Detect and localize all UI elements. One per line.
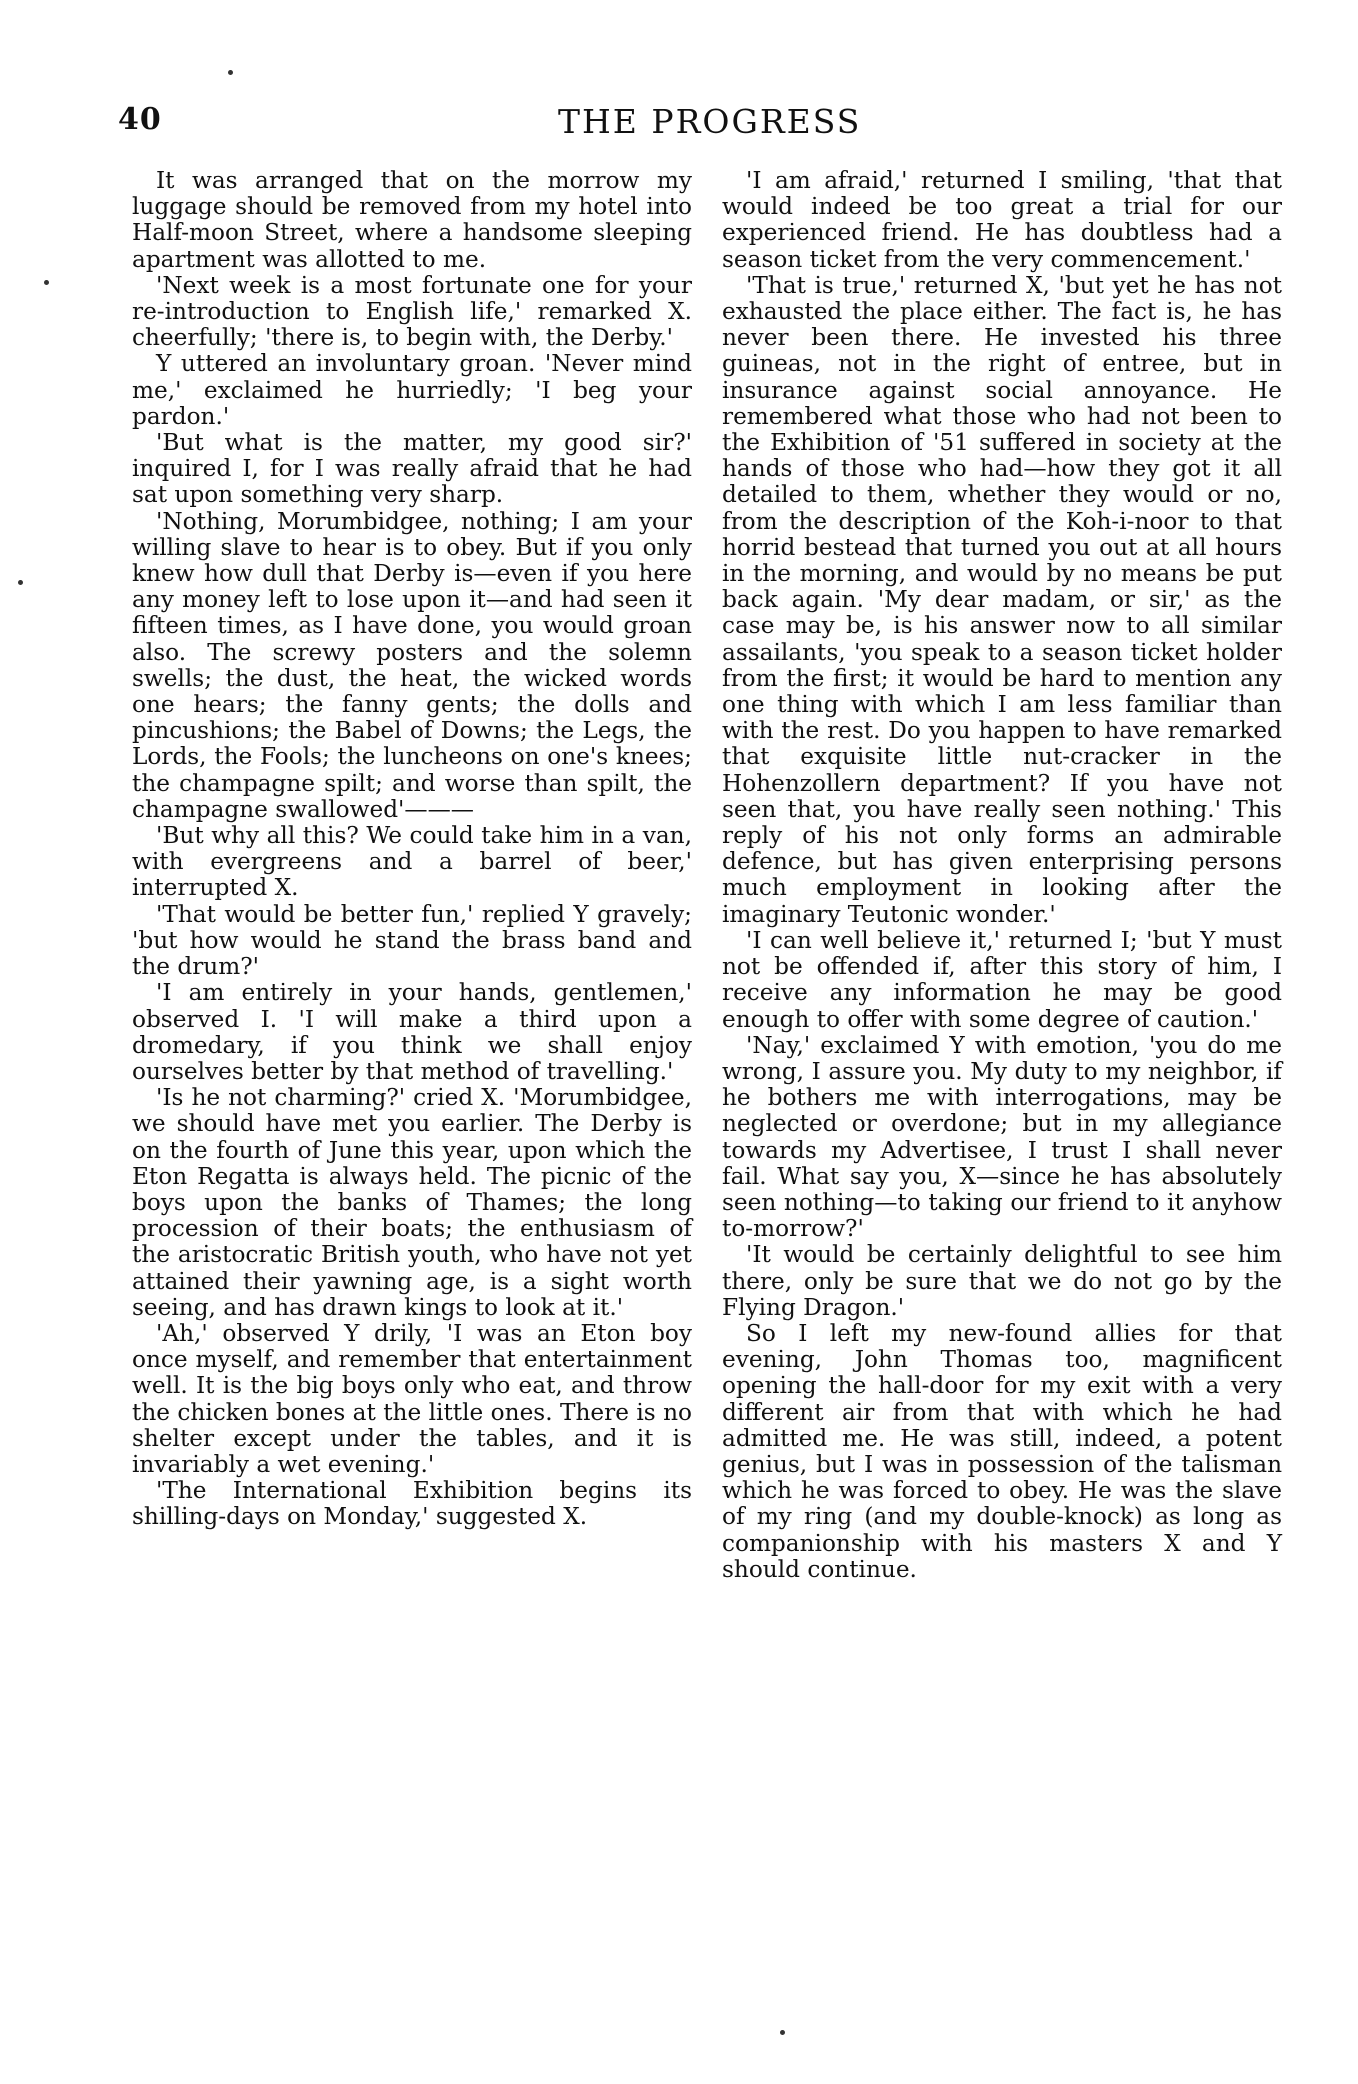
paragraph: 'I am entirely in your hands, gentlemen,' observed I. 'I will make a third upon a dromedary, if you think we shall enjoy ourselves better by that method of travelling.': [132, 979, 692, 1085]
page-number: 40: [118, 102, 162, 137]
paragraph: 'I am afraid,' returned I smiling, 'that that would indeed be too great a trial for our experienced friend. He has doubtless had a season ticket from the very commencement.': [722, 167, 1282, 273]
right-column: [722, 168, 1282, 1583]
ink-speck: [780, 2030, 785, 2035]
paragraph: 'Ah,' observed Y drily, 'I was an Eton boy once myself, and remember that entertainment well. It is the big boys only who eat, and throw the chicken bones at the little ones. There is no shelter except under the tables, and it is invariably a wet evening.': [132, 1319, 692, 1478]
paragraph: 'Nay,' exclaimed Y with emotion, 'you do me wrong, I assure you. My duty to my neighbor, if he bothers me with interrogations, may be neglected or overdone; but in my allegiance towards my Advertisee, I trust I shall never fail. What say you, X—since he has absolutely seen nothing—to taking our friend to it anyhow to-morrow?': [722, 1031, 1282, 1243]
paragraph: 'The International Exhibition begins its shilling-days on Monday,' suggested X.: [132, 1477, 692, 1531]
paragraph: 'But what is the matter, my good sir?' inquired I, for I was really afraid that he had sat upon something very sharp.: [132, 429, 692, 509]
paragraph: 'Nothing, Morumbidgee, nothing; I am your willing slave to hear is to obey. But if you only knew how dull that Derby is—even if you here any money left to lose upon it—and had seen it fifteen times, as I have done, you would groan also. The screwy posters and the solemn swells; the dust, the heat, the wicked words one hears; the fanny gents; the dolls and pincushions; the Babel of Downs; the Legs, the Lords, the Fools; the luncheons on one's knees; the champagne spilt; and worse than spilt, the champagne swallowed'———: [132, 507, 692, 823]
paragraph: So I left my new-found allies for that evening, John Thomas too, magnificent opening the hall-door for my exit with a very different air from that with which he had admitted me. He was still, indeed, a potent genius, but I was in possession of the talisman which he was forced to obey. He was the slave of my ring (and my double-knock) as long as companionship with his masters X and Y should continue.: [722, 1319, 1282, 1583]
paragraph: 'But why all this? We could take him in a van, with evergreens and a barrel of beer,' interrupted X.: [132, 822, 692, 902]
paragraph: Y uttered an involuntary groan. 'Never mind me,' exclaimed he hurriedly; 'I beg your pardon.': [132, 350, 692, 430]
paragraph: 'I can well believe it,' returned I; 'but Y must not be offended if, after this story of him, I receive any information he may be good enough to offer with some degree of caution.': [722, 926, 1282, 1033]
paragraph: 'That is true,' returned X, 'but yet he has not exhausted the place either. The fact is, he has never been there. He invested his three guineas, not in the right of entree, but in insurance against social annoyance. He remembered what those who had not been to the Exhibition of '51 suffered in society at the hands of those who had—how they got it all detailed to them, whether they would or no, from the description of the Koh-i-noor to that horrid bestead that turned you out at all hours in the morning, and would by no means be put back again. 'My dear madam, or sir,' as the case may be, is his answer now to all similar assailants, 'you speak to a season ticket holder from the first; it would be hard to mention any one thing with which I am less familiar than with the rest. Do you happen to have remarked that exquisite little nut-cracker in the Hohenzollern department? If you have not seen that, you have really seen nothing.' This reply of his not only forms an admirable defence, but has given enterprising persons much employment in looking after the imaginary Teutonic wonder.': [722, 271, 1282, 928]
ink-speck: [228, 70, 233, 75]
running-head: [118, 102, 1268, 146]
paragraph: It was arranged that on the morrow my luggage should be removed from my hotel into Half-moon Street, where a handsome sleeping apartment was allotted to me.: [132, 167, 692, 273]
paragraph: 'It would be certainly delightful to see him there, only be sure that we do not go by the Flying Dragon.': [722, 1241, 1282, 1321]
left-column: [132, 168, 692, 1531]
paragraph: 'That would be better fun,' replied Y gravely; 'but how would he stand the brass band and the drum?': [132, 900, 692, 981]
paragraph: 'Is he not charming?' cried X. 'Morumbidgee, we should have met you earlier. The Derby is on the fourth of June this year, upon which the Eton Regatta is always held. The picnic of the boys upon the banks of Thames; the long procession of their boats; the enthusiasm of the aristocratic British youth, who have not yet attained their yawning age, is a sight worth seeing, and has drawn kings to look at it.': [132, 1084, 692, 1321]
paragraph: 'Next week is a most fortunate one for your re-introduction to English life,' remarked X. cheerfully; 'there is, to begin with, the Derby.': [132, 271, 692, 352]
ink-speck: [18, 580, 23, 585]
running-title: THE PROGRESS: [558, 102, 862, 141]
ink-speck: [44, 280, 49, 285]
